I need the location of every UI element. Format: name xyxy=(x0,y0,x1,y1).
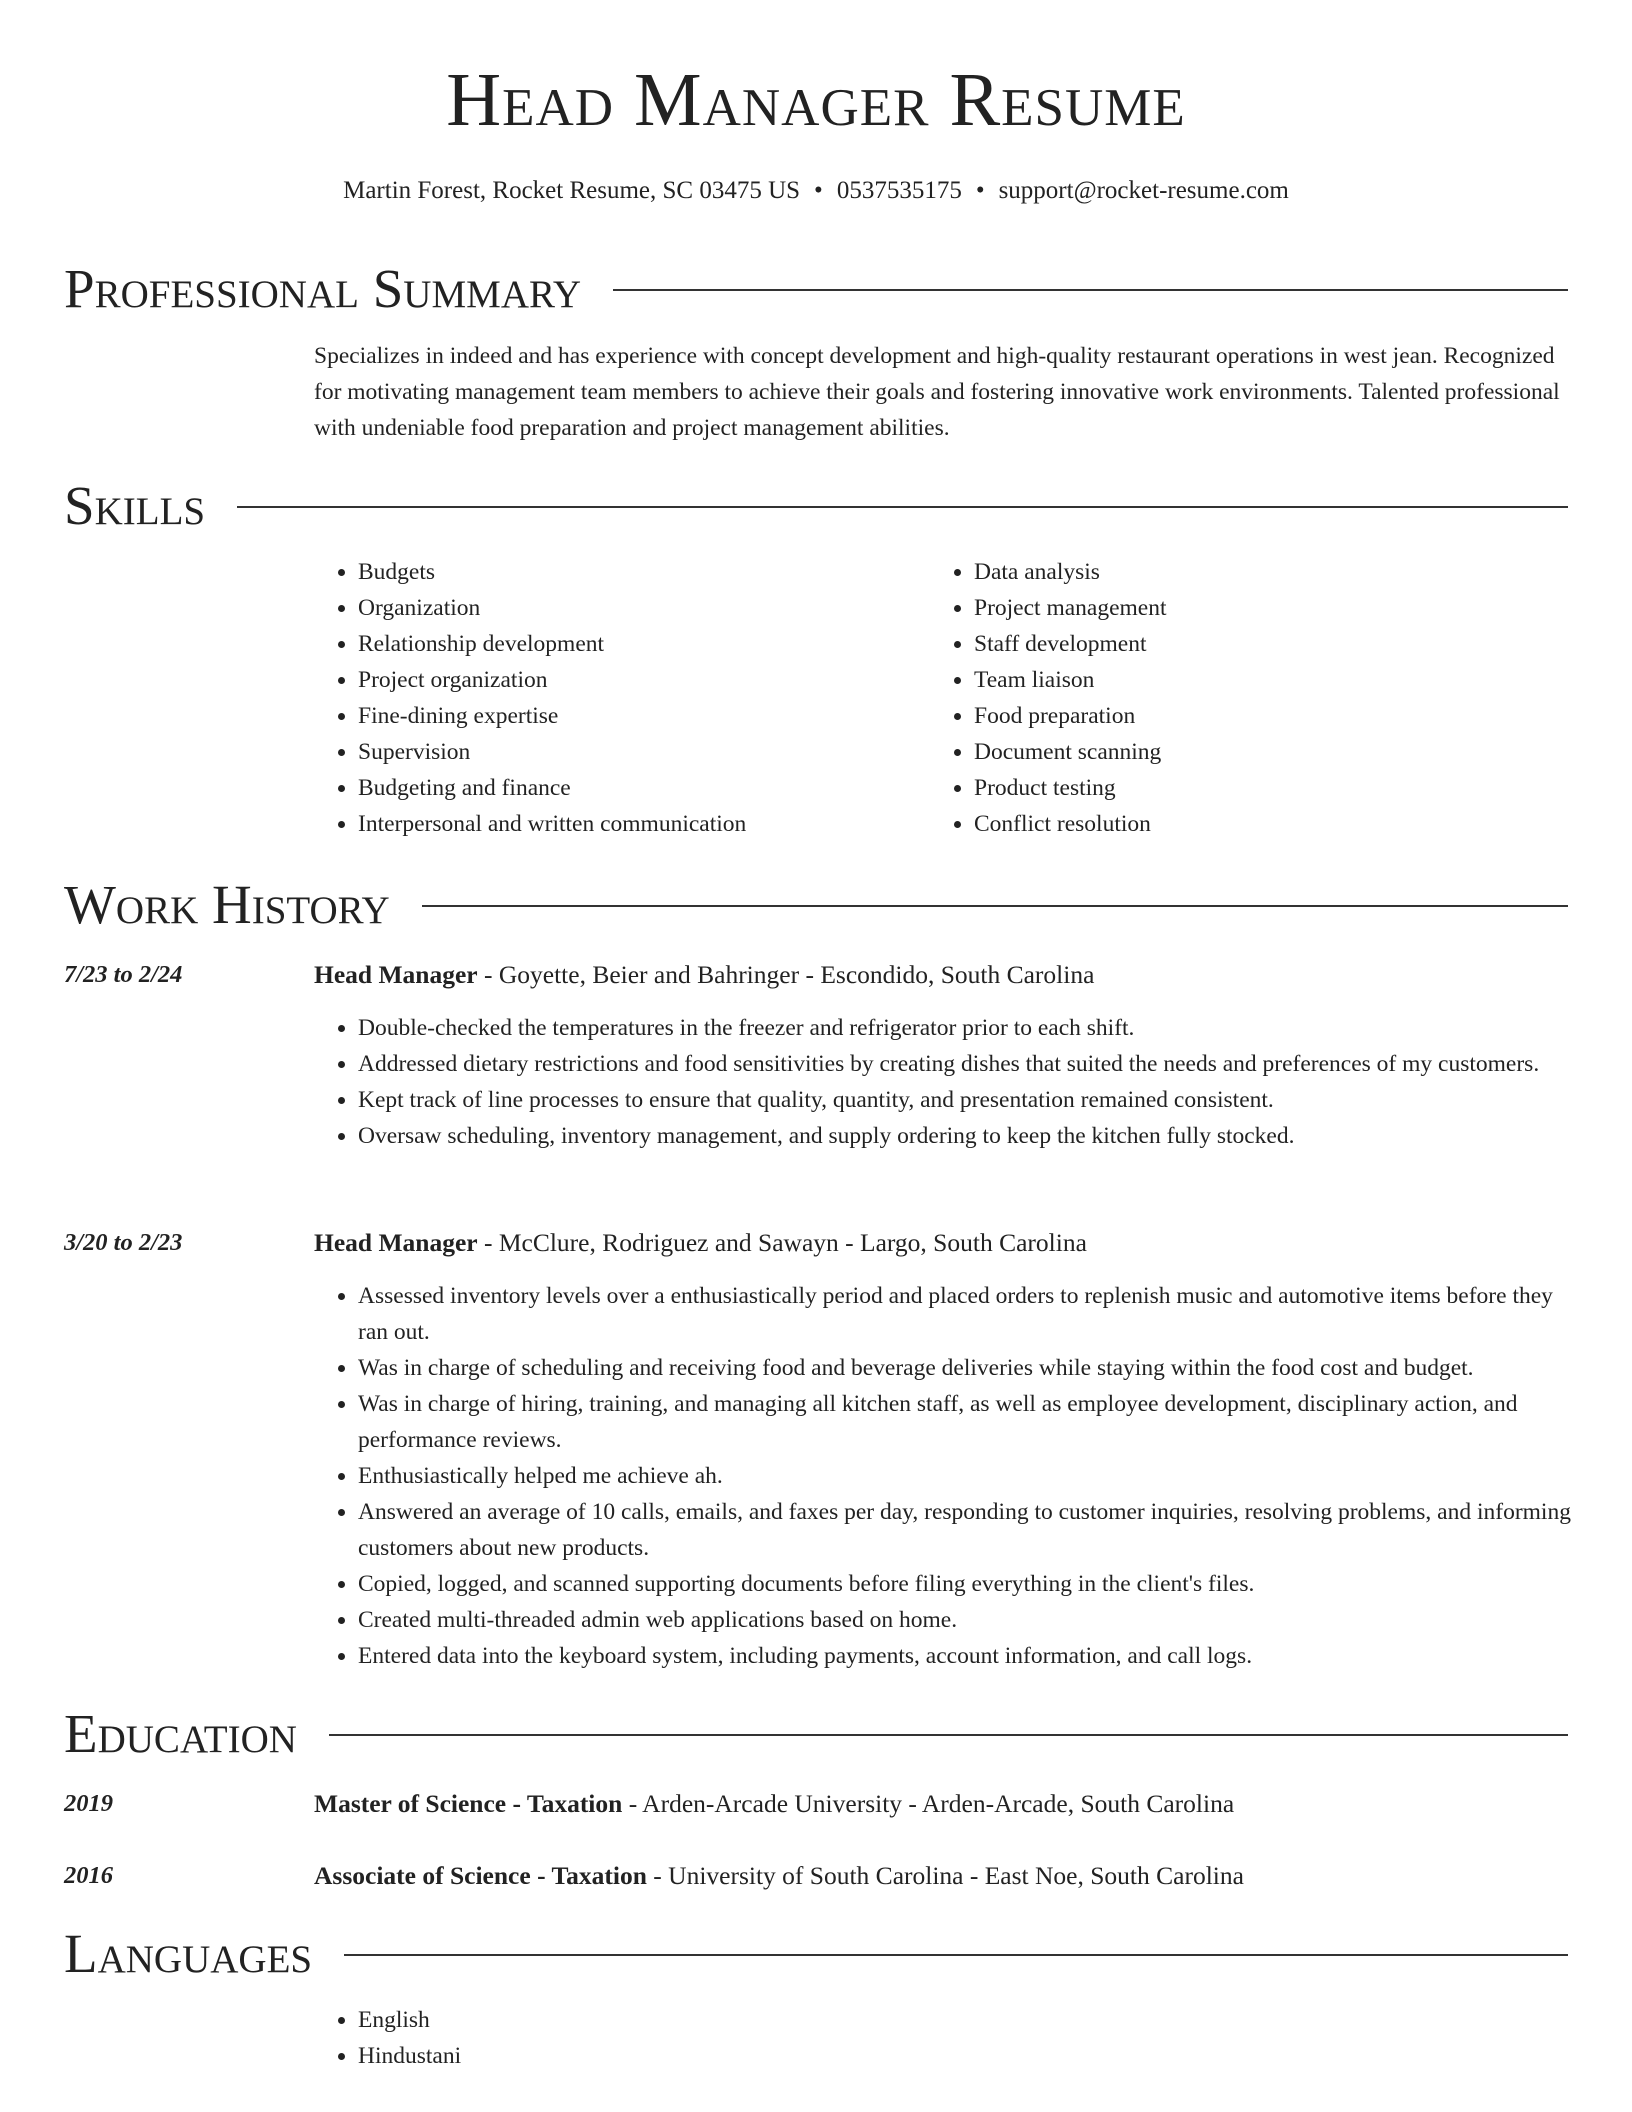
skill-item: • Organization xyxy=(358,590,914,626)
job-bullet: • Assessed inventory levels over a enthusiastically period and placed orders to replenish music and automotive items before they ran out. xyxy=(358,1278,1574,1350)
section-divider xyxy=(613,289,1568,291)
languages-section-header xyxy=(64,1923,1568,1983)
job-bullet: • Enthusiastically helped me achieve ah. xyxy=(358,1458,1574,1494)
contact-address: Martin Forest, Rocket Resume, SC 03475 US xyxy=(343,177,801,204)
job-dates: 3/20 to 2/23 xyxy=(64,1229,183,1256)
education-details: - Arden-Arcade University - Arden-Arcade, South Carolina xyxy=(622,1789,1235,1818)
education-degree: Master of Science - Taxation xyxy=(314,1789,623,1818)
job-bullet: • Oversaw scheduling, inventory management, and supply ordering to keep the kitchen fully stocked. xyxy=(358,1118,1574,1154)
summary-text: Specializes in indeed and has experience with concept development and high-quality restaurant operations in west jean. Recognized for motivating management team members to achieve their goals and fostering innovative work environments. Talented professional with undeniable food preparation and project management abilities. xyxy=(314,343,1560,441)
skill-item: • Relationship development xyxy=(358,626,914,662)
languages-column xyxy=(314,2002,914,2074)
job-bullet: • Was in charge of scheduling and receiving food and beverage deliveries while staying within the food cost and budget. xyxy=(358,1350,1574,1386)
section-divider xyxy=(422,905,1568,907)
section-divider xyxy=(329,1734,1568,1736)
skill-item: • Team liaison xyxy=(974,662,1530,698)
job-bullet: • Was in charge of hiring, training, and managing all kitchen staff, as well as employee development, disciplinary action, and performance reviews. xyxy=(358,1386,1574,1458)
contact-email: support@rocket-resume.com xyxy=(998,177,1289,204)
skill-item: • Data analysis xyxy=(974,554,1530,590)
language-item: • English xyxy=(358,2002,914,2038)
job-bullet: • Answered an average of 10 calls, emails, and faxes per day, responding to customer inquiries, resolving problems, and informing customers about new products. xyxy=(358,1494,1574,1566)
skill-item: • Document scanning xyxy=(974,734,1530,770)
section-divider xyxy=(237,506,1568,508)
skill-item: • Fine-dining expertise xyxy=(358,698,914,734)
education-degree: Associate of Science - Taxation xyxy=(314,1861,647,1890)
education-heading: Education xyxy=(64,1702,297,1764)
skill-item: • Budgets xyxy=(358,554,914,590)
job-details: - McClure, Rodriguez and Sawayn - Largo, South Carolina xyxy=(477,1228,1087,1257)
job-bullet: • Created multi-threaded admin web applications based on home. xyxy=(358,1602,1574,1638)
job-bullet: • Kept track of line processes to ensure that quality, quantity, and presentation remained consistent. xyxy=(358,1082,1574,1118)
skills-heading: Skills xyxy=(64,474,206,536)
resume-title: Head Manager Resume xyxy=(446,58,1186,142)
job-bullet: • Copied, logged, and scanned supporting documents before filing everything in the client's files. xyxy=(358,1566,1574,1602)
job-bullets-container xyxy=(314,1278,1574,1674)
contact-separator: • xyxy=(975,177,985,204)
job-bullets xyxy=(314,1278,1574,1674)
job-bullets-container xyxy=(314,1010,1574,1154)
work-section-header xyxy=(64,874,1568,934)
job-details: - Goyette, Beier and Bahringer - Escondido, South Carolina xyxy=(477,960,1095,989)
section-divider xyxy=(344,1954,1568,1956)
contact-separator: • xyxy=(814,177,823,204)
skills-section-header xyxy=(64,475,1568,535)
skills-left-column xyxy=(314,554,914,842)
skill-item: • Project organization xyxy=(358,662,914,698)
education-year: 2016 xyxy=(64,1862,113,1889)
skill-item: • Conflict resolution xyxy=(974,806,1530,842)
skills-left-list xyxy=(314,554,914,842)
job-bullet: • Entered data into the keyboard system, including payments, account information, and call logs. xyxy=(358,1638,1574,1674)
education-entry xyxy=(314,1861,1244,1891)
education-entry xyxy=(314,1789,1234,1819)
skill-item: • Supervision xyxy=(358,734,914,770)
summary-heading: Professional Summary xyxy=(64,257,582,319)
skill-item: • Interpersonal and written communication xyxy=(358,806,914,842)
skill-item: • Food preparation xyxy=(974,698,1530,734)
skills-right-list xyxy=(930,554,1530,842)
job-heading xyxy=(314,960,1094,990)
contact-phone: 0537535175 xyxy=(836,177,962,204)
skill-item: • Product testing xyxy=(974,770,1530,806)
job-title: Head Manager xyxy=(314,1228,478,1257)
skill-item: • Staff development xyxy=(974,626,1530,662)
skill-item: • Budgeting and finance xyxy=(358,770,914,806)
job-bullet: • Addressed dietary restrictions and food sensitivities by creating dishes that suited the needs and preferences of my customers. xyxy=(358,1046,1574,1082)
summary-section-header xyxy=(64,258,1568,318)
work-heading: Work History xyxy=(64,873,390,935)
education-year: 2019 xyxy=(64,1790,113,1817)
languages-heading: Languages xyxy=(64,1922,313,1984)
job-bullets xyxy=(314,1010,1574,1154)
languages-list xyxy=(314,2002,914,2074)
contact-line xyxy=(0,176,1632,206)
skills-right-column xyxy=(930,554,1530,842)
language-item: • Hindustani xyxy=(358,2038,914,2074)
job-title: Head Manager xyxy=(314,960,478,989)
job-dates: 7/23 to 2/24 xyxy=(64,961,183,988)
job-bullet: • Double-checked the temperatures in the freezer and refrigerator prior to each shift. xyxy=(358,1010,1574,1046)
education-section-header xyxy=(64,1703,1568,1763)
education-details: - University of South Carolina - East Noe, South Carolina xyxy=(646,1861,1244,1890)
job-heading xyxy=(314,1228,1087,1258)
skill-item: • Project management xyxy=(974,590,1530,626)
